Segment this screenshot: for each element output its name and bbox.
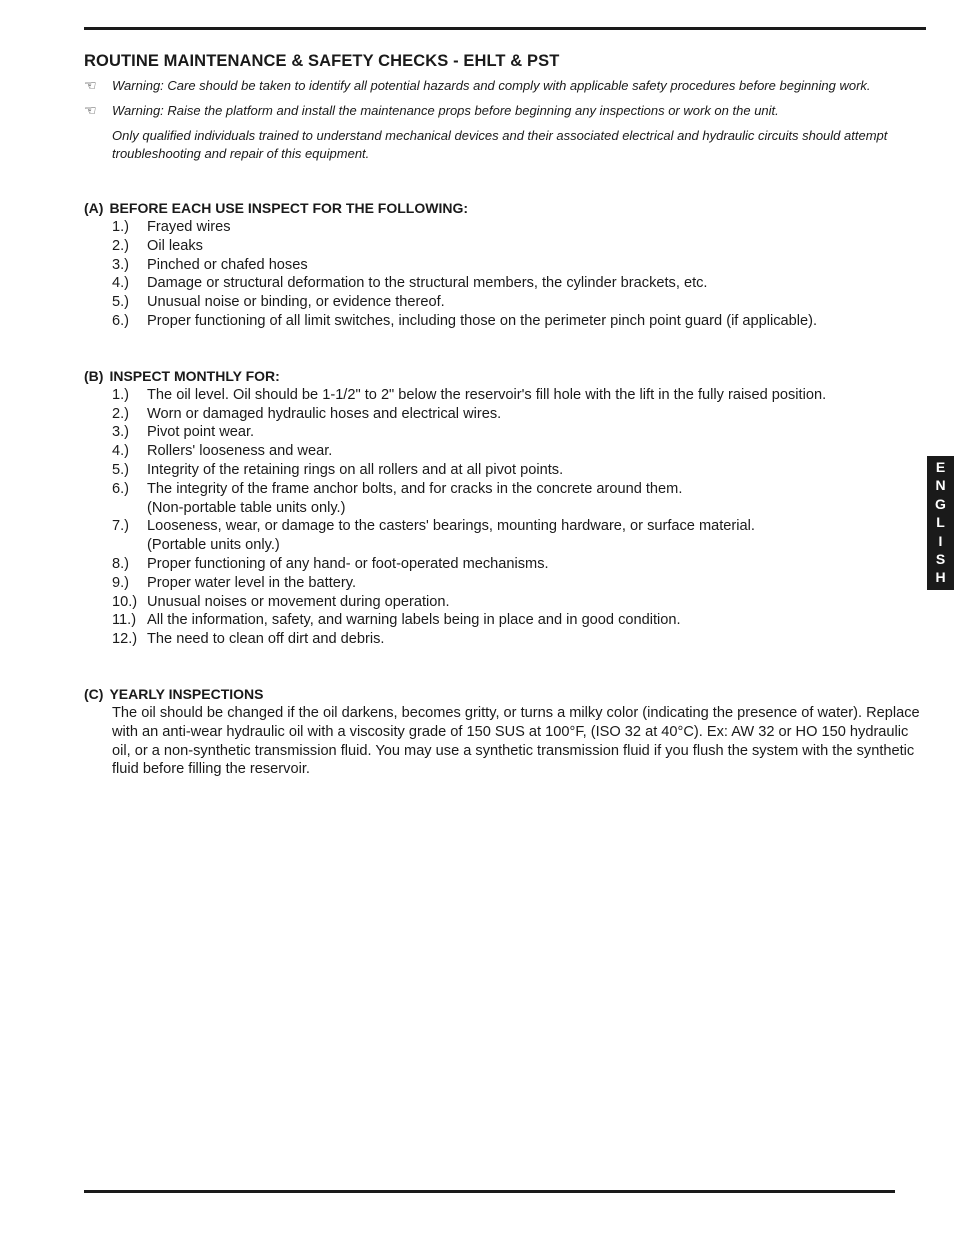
- qualification-note: Only qualified individuals trained to understand mechanical devices and their associated electrical and hydraulic circuits should attempt troubleshooting and repair of this equipment.: [112, 128, 888, 161]
- hand-pointer-icon: ☜: [84, 77, 97, 93]
- side-tab-letter: H: [935, 569, 946, 586]
- item-text: Proper functioning of all limit switches, including those on the perimeter pinch point guard (if applicable).: [147, 312, 818, 329]
- section-a-heading: [84, 199, 929, 218]
- list-item: [112, 218, 929, 237]
- side-tab-letter: I: [938, 532, 943, 549]
- item-text: Pivot point wear.: [147, 424, 255, 441]
- warning-1: [84, 77, 929, 95]
- item-text: Unusual noises or movement during operation.: [147, 593, 450, 610]
- item-text: Proper functioning of any hand- or foot-operated mechanisms.: [147, 555, 549, 572]
- section-heading-text: INSPECT MONTHLY FOR:: [109, 367, 280, 384]
- item-text: Integrity of the retaining rings on all rollers and at all pivot points.: [147, 461, 564, 478]
- item-number: 3.): [112, 256, 130, 273]
- list-item: [112, 386, 929, 405]
- warning-text: Warning: Care should be taken to identify all potential hazards and comply with applicable safety procedures before beginning work.: [112, 78, 871, 93]
- item-number: 10.): [112, 593, 138, 610]
- warning-text: Warning: Raise the platform and install the maintenance props before beginning any inspections or work on the unit.: [112, 103, 779, 118]
- item-number: 6.): [112, 480, 130, 497]
- language-side-tab: [927, 456, 954, 590]
- section-letter: (C): [84, 685, 104, 702]
- item-text: Looseness, wear, or damage to the casters' bearings, mounting hardware, or surface material.: [147, 518, 755, 535]
- section-c-heading: [84, 685, 929, 704]
- item-number: 11.): [112, 612, 137, 629]
- item-text: Unusual noise or binding, or evidence thereof.: [147, 294, 445, 311]
- list-item: [112, 611, 929, 630]
- item-text: The oil level. Oil should be 1-1/2" to 2" below the reservoir's fill hole with the lift in the fully raised position.: [147, 386, 827, 403]
- section-a-list: [84, 218, 929, 331]
- side-tab-letter: E: [935, 459, 946, 475]
- item-number: 6.): [112, 312, 130, 329]
- list-item: [112, 312, 929, 331]
- list-item: [112, 256, 929, 275]
- section-b-list: [84, 386, 929, 649]
- hand-pointer-icon: ☜: [84, 102, 97, 118]
- list-item: [112, 461, 929, 480]
- section-letter: (B): [84, 367, 104, 384]
- list-item: [112, 293, 929, 312]
- item-number: 8.): [112, 555, 130, 572]
- list-item: [112, 405, 929, 424]
- item-text: Damage or structural deformation to the structural members, the cylinder brackets, etc.: [147, 275, 708, 292]
- item-text: Oil leaks: [147, 237, 203, 254]
- section-heading-text: YEARLY INSPECTIONS: [109, 685, 264, 702]
- item-text: Rollers' looseness and wear.: [147, 443, 333, 460]
- side-tab-letter: G: [935, 495, 946, 512]
- list-item: [112, 555, 929, 574]
- item-text: Worn or damaged hydraulic hoses and electrical wires.: [147, 405, 502, 422]
- item-text: All the information, safety, and warning labels being in place and in good condition.: [147, 612, 681, 629]
- list-item: [112, 442, 929, 461]
- item-number: 5.): [112, 294, 130, 311]
- item-number: 5.): [112, 461, 130, 478]
- list-item: [112, 480, 929, 518]
- item-number: 4.): [112, 443, 130, 460]
- list-item: [112, 574, 929, 593]
- item-text: Proper water level in the battery.: [147, 574, 357, 591]
- item-number: 9.): [112, 574, 130, 591]
- item-text: Frayed wires: [147, 219, 231, 235]
- item-text: Pinched or chafed hoses: [147, 256, 308, 273]
- section-c: [84, 685, 929, 779]
- section-b: [84, 367, 929, 649]
- side-tab-letter: N: [935, 477, 946, 494]
- item-text-continuation: (Non-portable table units only.): [147, 499, 346, 516]
- list-item: [112, 630, 929, 649]
- list-item: [112, 517, 929, 555]
- section-a: [84, 199, 929, 331]
- page-title: ROUTINE MAINTENANCE & SAFETY CHECKS - EHLT & PST: [84, 52, 560, 70]
- side-tab-letter: S: [935, 551, 946, 568]
- item-number: 4.): [112, 275, 130, 292]
- list-item: [112, 423, 929, 442]
- yearly-inspection-paragraph: The oil should be changed if the oil darkens, becomes gritty, or turns a milky color (indicating the presence of water). Replace with an anti-wear hydraulic oil with a viscosity grade of 150 SUS at 100°F, (ISO 32 at 40°C). Ex: AW 32 or HO 150 hydraulic oil, or a non-synthetic transmission fluid. You may use a synthetic transmission fluid if you flush the system with the synthetic fluid before filling the reservoir.: [112, 704, 920, 778]
- item-text-continuation: (Portable units only.): [147, 537, 280, 554]
- page-content: [84, 52, 929, 779]
- side-tab-letter: L: [936, 514, 945, 531]
- item-number: 3.): [112, 424, 130, 441]
- item-text: The integrity of the frame anchor bolts, and for cracks in the concrete around them.: [147, 480, 683, 497]
- list-item: [112, 593, 929, 612]
- item-number: 12.): [112, 631, 138, 648]
- top-rule: [84, 27, 926, 30]
- item-number: 1.): [112, 219, 130, 235]
- item-number: 7.): [112, 518, 130, 535]
- item-number: 2.): [112, 405, 130, 422]
- item-number: 2.): [112, 237, 130, 254]
- list-item: [112, 237, 929, 256]
- section-b-heading: [84, 367, 929, 386]
- section-letter: (A): [84, 200, 104, 216]
- item-number: 1.): [112, 386, 130, 403]
- list-item: [112, 274, 929, 293]
- warning-2: [84, 102, 929, 120]
- section-heading-text: BEFORE EACH USE INSPECT FOR THE FOLLOWING:: [109, 200, 468, 216]
- bottom-rule: [84, 1190, 895, 1193]
- item-text: The need to clean off dirt and debris.: [147, 631, 385, 648]
